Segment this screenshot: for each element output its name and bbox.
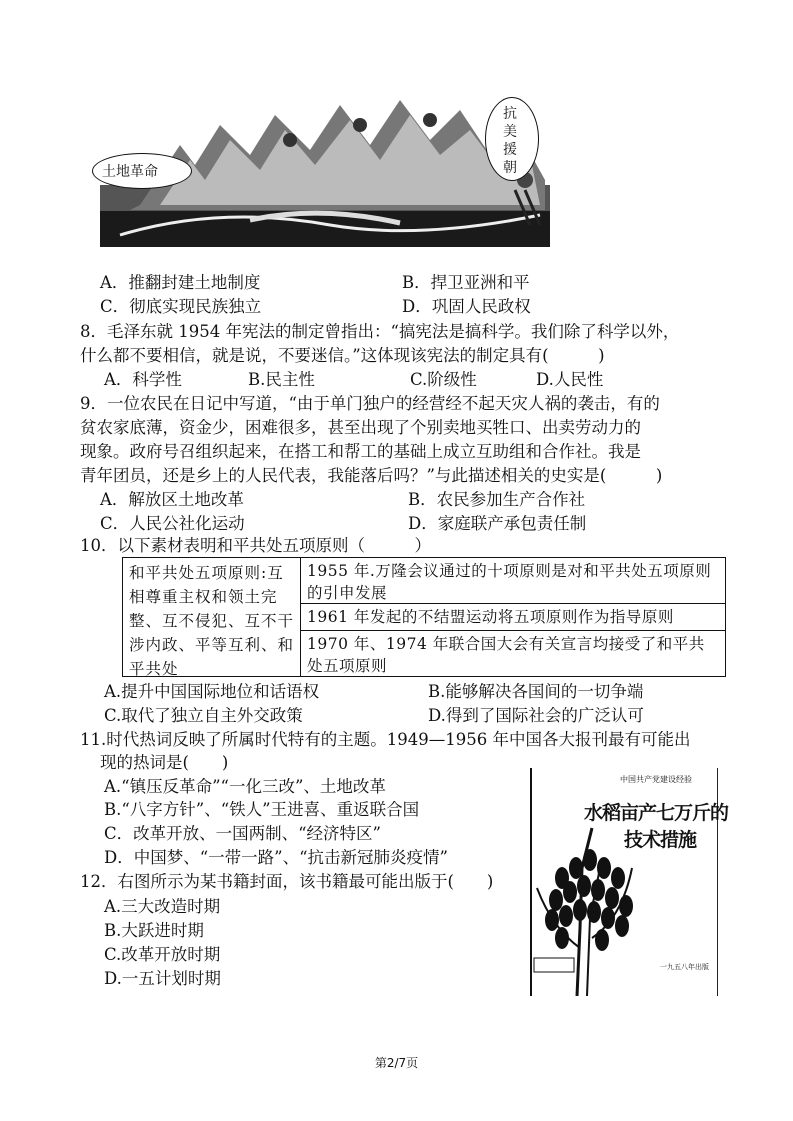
q7-option-b[interactable]: B．捍卫亚洲和平 [402,273,530,292]
cover-bottom-text: 一九五八年出版 [660,963,709,971]
q9-option-c[interactable]: C．人民公社化运动 [100,514,245,533]
q8-stem-line2: 什么都不要相信，就是说，不要迷信。”这体现该宪法的制定具有( ) [80,346,605,365]
q12-option-d[interactable]: D.一五计划时期 [104,969,221,988]
q8-option-d[interactable]: D.人民性 [536,370,604,389]
bubble-char: 美 [503,124,517,140]
q11-stem-line2: 现的热词是( ) [100,753,229,772]
q9-option-d[interactable]: D．家庭联产承包责任制 [408,514,587,533]
bubble-char: 抗 [503,106,517,122]
q7-option-a[interactable]: A．推翻封建土地制度 [100,273,261,292]
q8-stem-line1: 8．毛泽东就 1954 年宪法的制定曾指出：“搞宪法是搞科学。我们除了科学以外， [80,322,680,341]
table-row: 1961 年发起的不结盟运动将五项原则作为指导原则 [301,604,725,631]
q9-stem-line1: 9．一位农民在日记中写道，“由于单门独户的经营经不起天灾人祸的袭击，有的 [80,394,660,413]
q11-option-b[interactable]: B.“八字方针”、“铁人”王进喜、重返联合国 [104,800,420,819]
q10-option-c[interactable]: C.取代了独立自主外交政策 [104,706,303,725]
bubble-char: 朝 [503,160,517,176]
q7-option-d[interactable]: D．巩固人民政权 [402,297,531,316]
q11-option-a[interactable]: A.“镇压反革命”“一化三改”、土地改革 [104,777,386,796]
q9-option-b[interactable]: B．农民参加生产合作社 [408,490,586,509]
table-row: 1955 年.万隆会议通过的十项原则是对和平共处五项原则的引申发展 [301,558,725,604]
q10-stem: 10．以下素材表明和平共处五项原则（ ） [80,536,431,555]
table-row: 1970 年、1974 年联合国大会有关宣言均接受了和平共处五项原则 [307,635,705,675]
q10-material-table [122,557,726,677]
q11-option-c[interactable]: C．改革开放、一国两制、“经济特区” [104,824,381,843]
q8-option-a[interactable]: A．科学性 [104,370,182,389]
book-cover-image [530,768,729,996]
page-number: 第2/7页 [374,1056,419,1070]
q12-stem: 12．右图所示为某书籍封面，该书籍最可能出版于( ) [80,872,494,891]
cover-title-line2: 技术措施 [624,829,697,851]
q10-option-a[interactable]: A.提升中国国际地位和话语权 [104,682,320,701]
q9-stem-line4: 青年团员，还是乡上的人民代表，我能落后吗？”与此描述相关的史实是( ) [80,466,663,485]
q8-option-c[interactable]: C.阶级性 [410,370,477,389]
bubble-label-right [503,105,517,177]
q10-option-d[interactable]: D.得到了国际社会的广泛认可 [428,706,644,725]
cartoon-illustration [100,85,550,247]
bubble-label-left: 土地革命 [102,164,158,180]
q11-option-d[interactable]: D．中国梦、“一带一路”、“抗击新冠肺炎疫情” [104,848,448,867]
cover-top-text: 中国共产党建设经验 [620,775,692,784]
q12-option-b[interactable]: B.大跃进时期 [104,921,204,940]
rice-plant-icon [532,808,642,996]
q9-stem-line3: 现象。政府号召组织起来，在搭工和帮工的基础上成立互助组和合作社。我是 [80,442,641,461]
cover-title-line1: 水稻亩产七万斤的 [584,802,729,824]
q8-option-b[interactable]: B.民主性 [248,370,315,389]
q9-option-a[interactable]: A．解放区土地改革 [100,490,244,509]
q7-option-c[interactable]: C．彻底实现民族独立 [100,297,262,316]
bubble-char: 援 [503,142,517,158]
q12-option-a[interactable]: A.三大改造时期 [104,897,221,916]
table-left-cell: 和平共处五项原则:互相尊重主权和领土完整、互不侵犯、互不干涉内政、平等互利、和平共处 [123,558,301,676]
q12-option-c[interactable]: C.改革开放时期 [104,945,221,964]
q11-stem-line1: 11.时代热词反映了所属时代特有的主题。1949—1956 年中国各大报刊最有可能出 [80,730,691,749]
q10-option-b[interactable]: B.能够解决各国间的一切争端 [428,682,644,701]
q9-stem-line2: 贫农家底薄，资金少，困难很多，甚至出现了个别卖地买牲口、出卖劳动力的 [80,418,641,437]
